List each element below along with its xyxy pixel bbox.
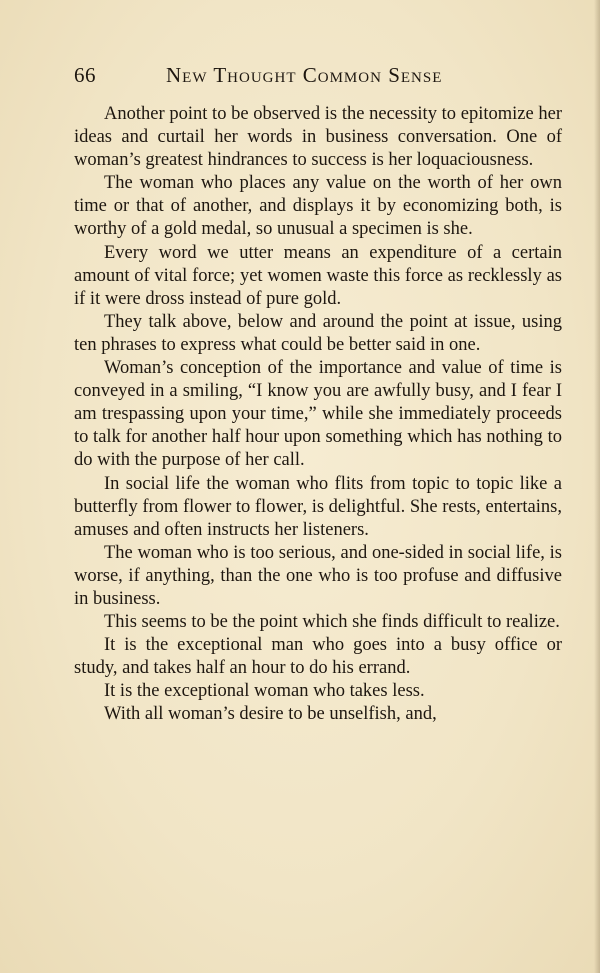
paragraph: It is the exceptional man who goes into a busy office or study, and takes half an hour to do his errand. — [74, 635, 562, 679]
paragraph: They talk above, below and around the point at issue, using ten phrases to express what could be better said in one. — [74, 311, 562, 355]
paragraph: Another point to be observed is the necessity to epitomize her ideas and curtail her words in business conversation. One of woman’s greatest hindrances to success is her loquaciousness. — [74, 104, 562, 171]
body-text — [74, 103, 562, 727]
page-edge-shadow — [594, 0, 600, 973]
page-number: 66 — [74, 63, 96, 87]
paragraph: The woman who is too serious, and one-sided in social life, is worse, if anything, than the one who is too profuse and diffusive in business. — [74, 542, 562, 609]
page-header — [74, 62, 562, 88]
paragraph: It is the exceptional woman who takes less. — [104, 681, 425, 702]
paragraph: With all woman’s desire to be unselfish, and, — [104, 704, 437, 725]
running-title: New Thought Common Sense — [166, 63, 443, 87]
paragraph: Every word we utter means an expenditure of a certain amount of vital force; yet women waste this force as recklessly as if it were dross instead of pure gold. — [74, 242, 562, 309]
paragraph: In social life the woman who flits from topic to topic like a butterfly from flower to flower, is delightful. She rests, entertains, amuses and often instructs her listeners. — [74, 473, 562, 540]
paragraph: Woman’s conception of the importance and value of time is conveyed in a smiling, “I know you are awfully busy, and I fear I am trespassing upon your time,” while she immediately proceeds to talk for another half hour upon something which has nothing to do with the purpose of her call. — [74, 358, 562, 471]
paragraph: The woman who places any value on the worth of her own time or that of another, and displays it by economizing both, is worthy of a gold medal, so unusual a specimen is she. — [74, 173, 562, 240]
paragraph: This seems to be the point which she finds difficult to realize. — [104, 612, 560, 633]
